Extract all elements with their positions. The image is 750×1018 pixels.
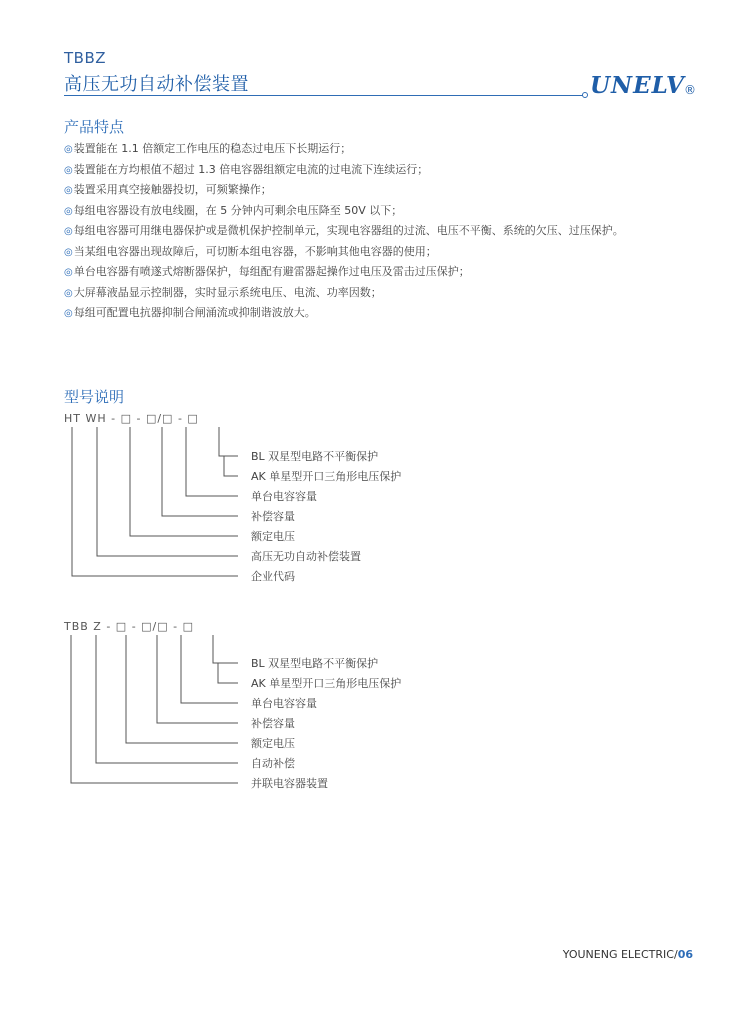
code-label: 单台电容容量 (251, 490, 317, 503)
code-label: 高压无功自动补偿装置 (251, 550, 361, 563)
code-label: BL 双星型电路不平衡保护 (251, 657, 379, 670)
brand-logo: UNELV (590, 72, 685, 99)
bullet-icon: ◎ (64, 226, 73, 237)
bullet-icon: ◎ (64, 185, 73, 196)
product-code: TBBZ (64, 49, 107, 67)
bullet-icon: ◎ (64, 308, 73, 319)
footer-company: YOUNENG ELECTRIC/ (562, 948, 678, 961)
registered-mark: ® (684, 83, 696, 97)
feature-text: 每组可配置电抗器抑制合闸涌流或抑制谐波放大。 (73, 306, 316, 319)
feature-text: 装置能在 1.1 倍额定工作电压的稳态过电压下长期运行； (73, 142, 352, 155)
bullet-icon: ◎ (64, 205, 73, 217)
bullet-icon: ◎ (64, 144, 73, 155)
page-number: 06 (677, 948, 693, 961)
model-heading: 型号说明 (64, 388, 125, 406)
bullet-icon: ◎ (64, 164, 73, 176)
model-code-1: HT WH - □ - □/□ - □ (64, 412, 199, 425)
feature-text: 单台电容器有喷遂式熔断器保护，每组配有避雷器起操作过电压及雷击过压保护； (73, 265, 470, 278)
model-code-2: TBB Z - □ - □/□ - □ (64, 620, 195, 633)
code-label: 并联电容器装置 (251, 777, 328, 790)
page-title: 高压无功自动补偿装置 (64, 74, 249, 95)
feature-text: 装置能在方均根值不超过 1.3 倍电容器组额定电流的过电流下连续运行； (73, 162, 429, 176)
connector-line (96, 635, 238, 763)
bullet-icon: ◎ (64, 246, 73, 258)
feature-text: 装置采用真空接触器投切，可频繁操作； (73, 183, 272, 196)
feature-text: 大屏幕液晶显示控制器，实时显示系统电压、电流、功率因数； (73, 285, 382, 299)
code-label: 额定电压 (251, 737, 295, 750)
feature-text: 每组电容器可用继电器保护或是微机保护控制单元，实现电容器组的过流、电压不平衡、系统的欠压、过压保护。 (73, 224, 624, 237)
code-label: AK 单星型开口三角形电压保护 (251, 677, 402, 690)
code-label: 补偿容量 (251, 717, 295, 730)
bullet-icon: ◎ (64, 287, 73, 299)
code-label: 企业代码 (251, 570, 295, 583)
code-label: 单台电容容量 (251, 697, 317, 710)
feature-text: 每组电容器设有放电线圈，在 5 分钟内可剩余电压降至 50V 以下； (73, 203, 403, 217)
connector-line (157, 635, 238, 723)
code-label: 自动补偿 (251, 757, 295, 770)
features-heading: 产品特点 (64, 118, 125, 136)
connector-line (213, 635, 238, 663)
bullet-icon: ◎ (64, 267, 73, 278)
connector-line (181, 635, 238, 703)
connector-line (126, 635, 238, 743)
page-footer (563, 948, 693, 961)
code-label: BL 双星型电路不平衡保护 (251, 450, 379, 463)
feature-text: 当某组电容器出现故障后，可切断本组电容器，不影响其他电容器的使用； (73, 244, 437, 258)
code-label: AK 单星型开口三角形电压保护 (251, 470, 402, 483)
connector-line (218, 663, 238, 683)
code-label: 额定电压 (251, 530, 295, 543)
code-label: 补偿容量 (251, 510, 295, 523)
